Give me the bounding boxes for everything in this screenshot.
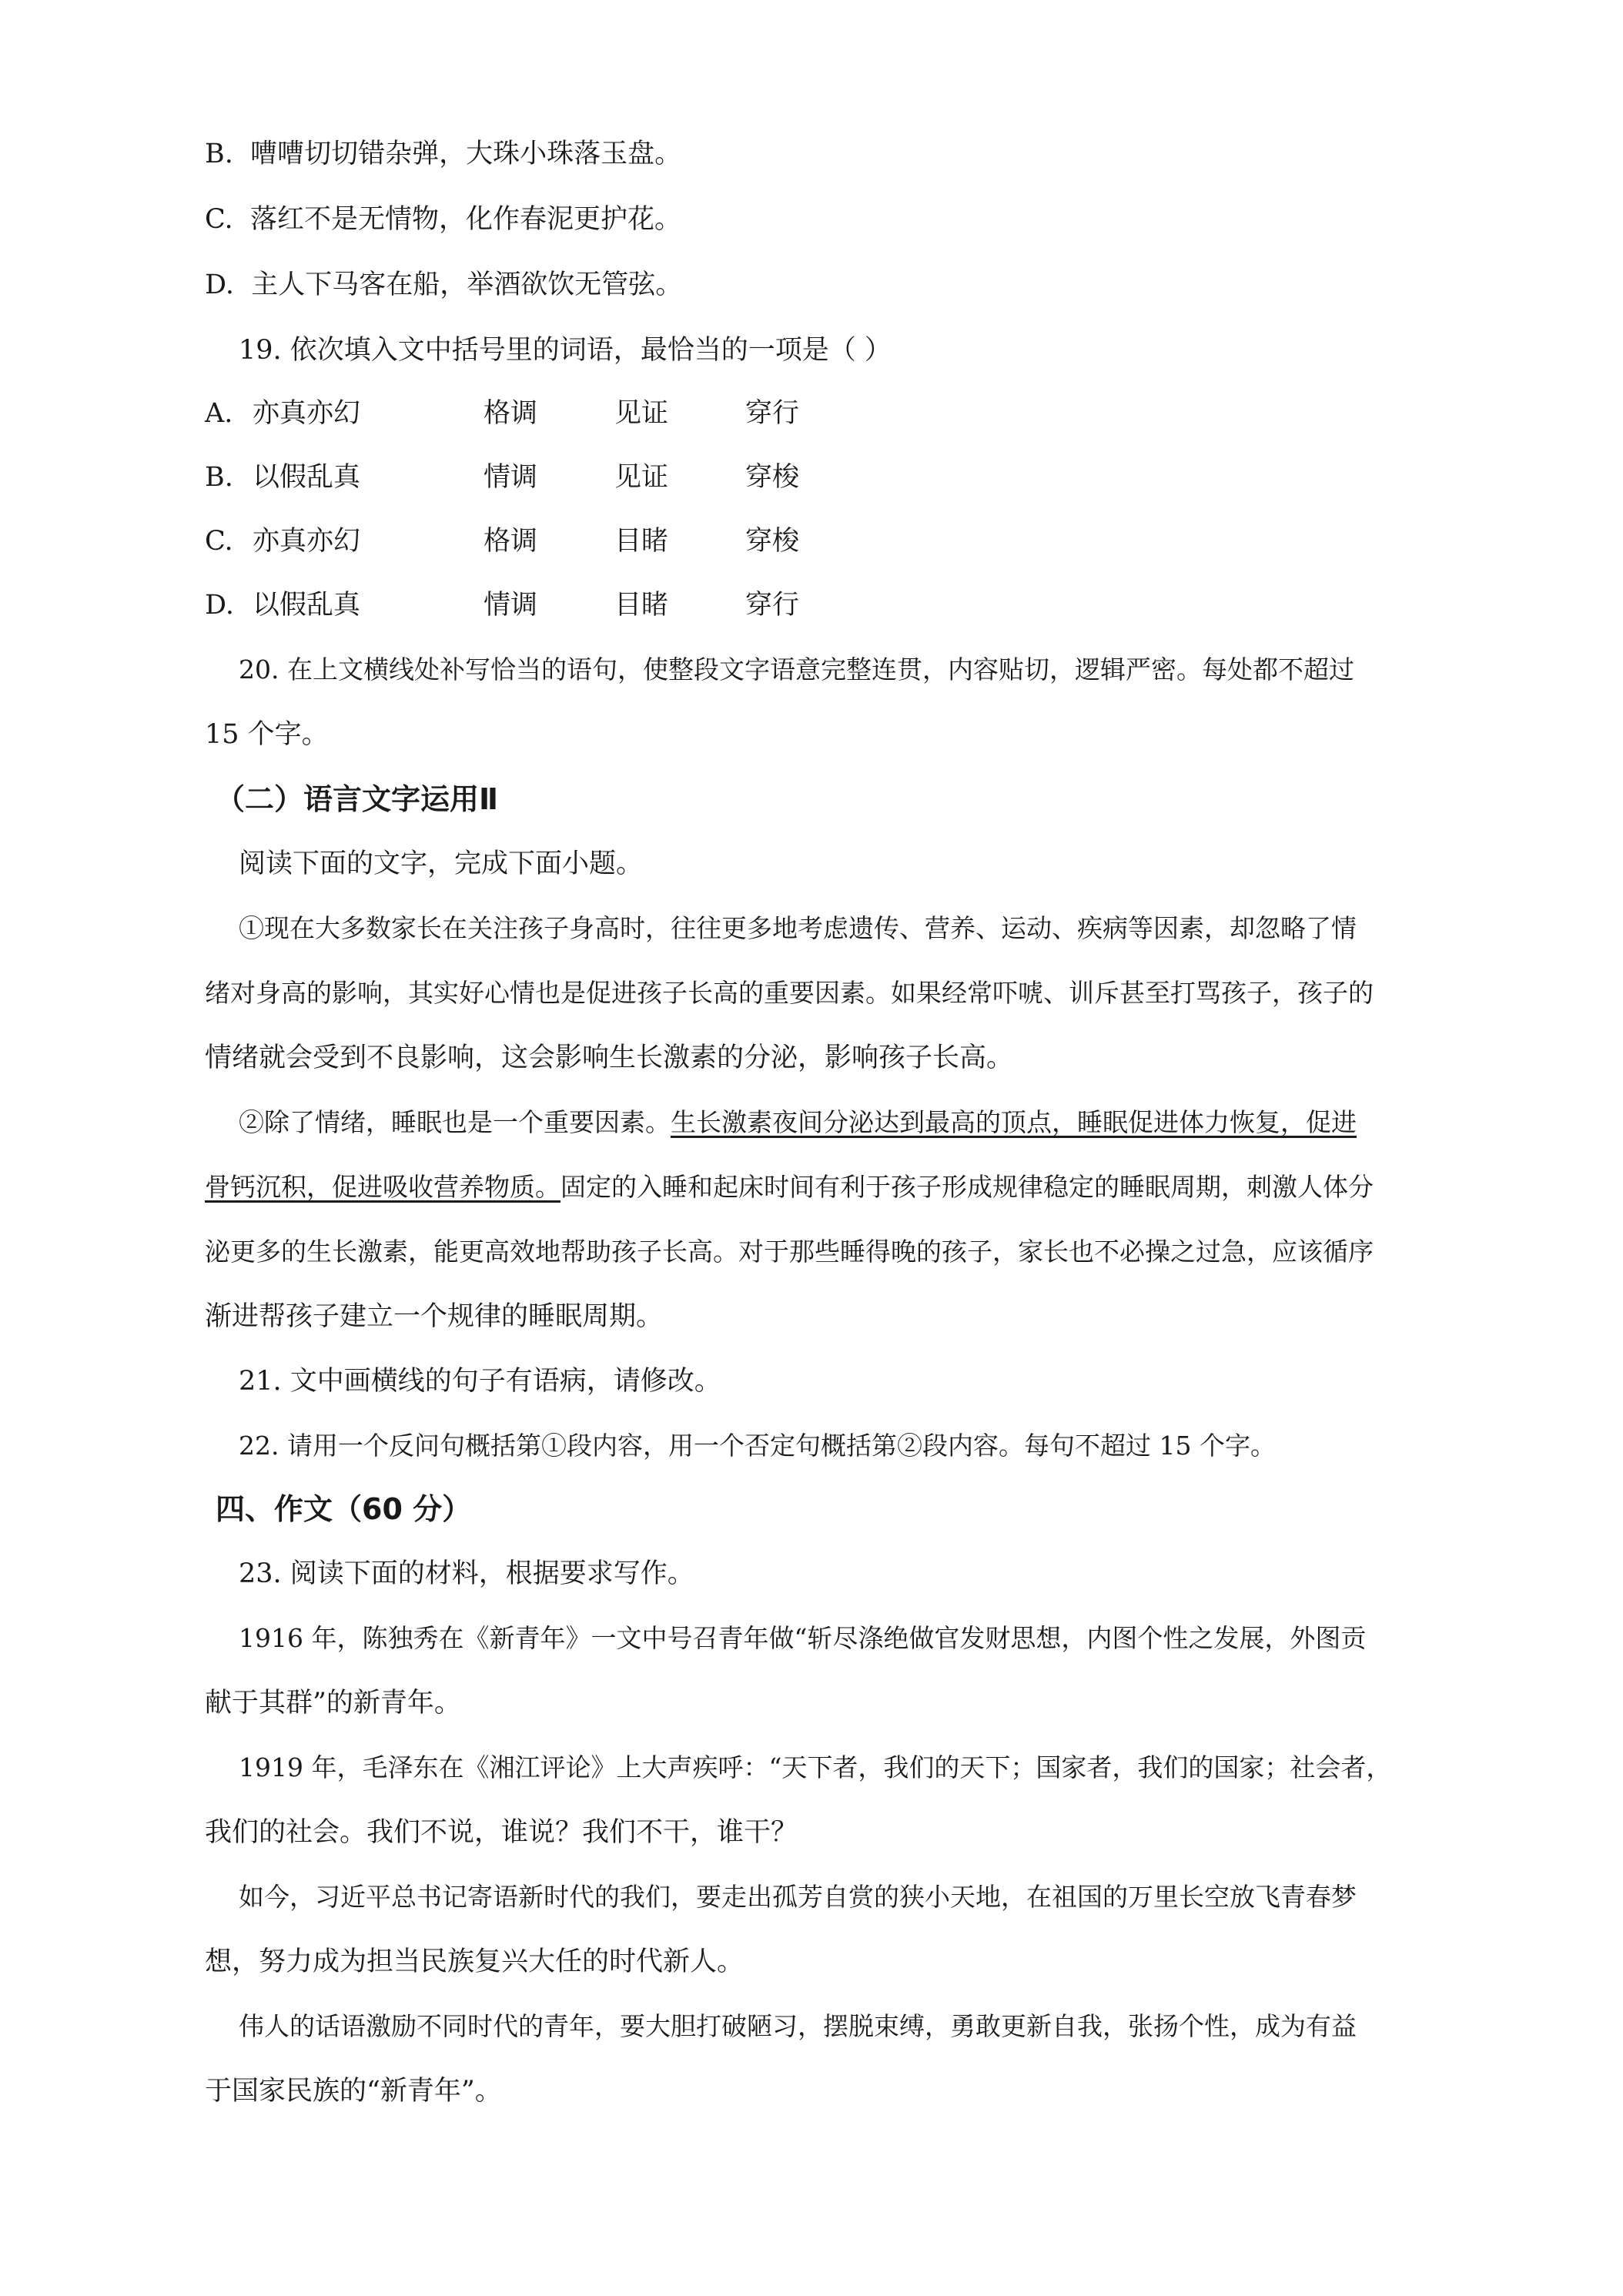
q18-option-c <box>205 202 681 236</box>
para-2-line-4: 渐进帮孩子建立一个规律的睡眠周期。 <box>205 1301 664 1332</box>
option-text: 主人下马客在船，举酒欲饮无管弦。 <box>251 269 683 300</box>
material-p1-line-2: 献于其群”的新青年。 <box>205 1688 461 1719</box>
q19-option-b <box>205 460 799 494</box>
option-letter: C. <box>205 526 233 557</box>
underlined-sentence: 骨钙沉积，促进吸收营养物质。 <box>205 1172 561 1202</box>
option-letter: A. <box>205 398 233 429</box>
material-p3-line-1: 如今，习近平总书记寄语新时代的我们，要走出孤芳自赏的狭小天地，在祖国的万里长空放飞青春梦 <box>239 1882 1357 1912</box>
option-word-3: 目睹 <box>614 526 669 557</box>
option-letter: B. <box>205 139 233 169</box>
option-letter: C. <box>205 204 233 235</box>
para-1-line-1: ①现在大多数家长在关注孩子身高时，往往更多地考虑遗传、营养、运动、疾病等因素，却忽略了情 <box>239 913 1357 943</box>
option-word-1: 以假乱真 <box>253 590 361 621</box>
option-letter: B. <box>205 462 233 493</box>
q22: 22. 请用一个反问句概括第①段内容，用一个否定句概括第②段内容。每句不超过 15 个字。 <box>239 1431 1276 1461</box>
q19-option-a <box>205 397 799 430</box>
option-word-4: 穿行 <box>745 590 800 621</box>
option-word-3: 目睹 <box>614 590 669 621</box>
option-letter: D. <box>205 269 234 300</box>
option-word-2: 情调 <box>484 462 538 493</box>
option-word-4: 穿行 <box>745 398 800 429</box>
q18-option-d <box>205 268 682 302</box>
option-word-3: 见证 <box>614 398 669 429</box>
q23: 23. 阅读下面的材料，根据要求写作。 <box>239 1558 694 1589</box>
option-word-1: 亦真亦幻 <box>253 526 361 557</box>
q21: 21. 文中画横线的句子有语病，请修改。 <box>239 1366 721 1397</box>
option-word-2: 格调 <box>484 526 538 557</box>
option-word-2: 情调 <box>484 590 538 621</box>
option-text: 落红不是无情物，化作春泥更护花。 <box>249 204 681 235</box>
option-word-4: 穿梭 <box>745 462 800 493</box>
para-2-text: 固定的入睡和起床时间有利于孩子形成规律稳定的睡眠周期，刺激人体分 <box>561 1172 1374 1202</box>
q19-option-c <box>205 524 799 558</box>
section-2-title: （二）语言文字运用Ⅱ <box>216 782 499 816</box>
option-word-1: 以假乱真 <box>253 462 361 493</box>
para-2-line-1 <box>239 1106 1357 1140</box>
underlined-sentence: 生长激素夜间分泌达到最高的顶点，睡眠促进体力恢复，促进 <box>671 1107 1357 1137</box>
option-word-3: 见证 <box>614 462 669 493</box>
q18-option-b <box>205 137 681 171</box>
para-2-line-3: 泌更多的生长激素，能更高效地帮助孩子长高。对于那些睡得晚的孩子，家长也不必操之过急，应该循序 <box>205 1237 1374 1267</box>
q19-option-d <box>205 588 799 622</box>
para-1-line-2: 绪对身高的影响，其实好心情也是促进孩子长高的重要因素。如果经常吓唬、训斥甚至打骂孩子，孩子的 <box>205 978 1374 1008</box>
material-p3-line-2: 想，努力成为担当民族复兴大任的时代新人。 <box>205 1946 745 1977</box>
para-2-line-2 <box>205 1170 1374 1204</box>
material-p2-line-2: 我们的社会。我们不说，谁说？我们不干，谁干？ <box>205 1817 798 1848</box>
q20-line-2: 15 个字。 <box>205 719 329 750</box>
material-p2-line-1: 1919 年，毛泽东在《湘江评论》上大声疾呼：“天下者，我们的天下；国家者，我们的国家；社会者， <box>239 1752 1392 1782</box>
option-letter: D. <box>205 590 234 621</box>
para-2-text: ②除了情绪，睡眠也是一个重要因素。 <box>239 1107 671 1137</box>
q19-stem: 19. 依次填入文中括号里的词语，最恰当的一项是（ ） <box>239 335 892 366</box>
option-word-2: 格调 <box>484 398 538 429</box>
section-4-title: 四、作文（60 分） <box>216 1492 472 1526</box>
option-text: 嘈嘈切切错杂弹，大珠小珠落玉盘。 <box>250 139 682 169</box>
para-1-line-3: 情绪就会受到不良影响，这会影响生长激素的分泌，影响孩子长高。 <box>205 1043 1014 1073</box>
section-2-intro: 阅读下面的文字，完成下面小题。 <box>239 848 644 879</box>
material-p1-line-1: 1916 年，陈独秀在《新青年》一文中号召青年做“斩尽涤绝做官发财思想，内图个性之发展，外图贡 <box>239 1623 1367 1653</box>
material-p4-line-2: 于国家民族的“新青年”。 <box>205 2076 502 2107</box>
option-word-4: 穿梭 <box>745 526 800 557</box>
material-p4-line-1: 伟人的话语激励不同时代的青年，要大胆打破陋习，摆脱束缚，勇敢更新自我，张扬个性，成为有益 <box>239 2011 1357 2041</box>
q20-line-1: 20. 在上文横线处补写恰当的语句，使整段文字语意完整连贯，内容贴切，逻辑严密。每处都不超过 <box>239 654 1354 684</box>
option-word-1: 亦真亦幻 <box>253 398 361 429</box>
